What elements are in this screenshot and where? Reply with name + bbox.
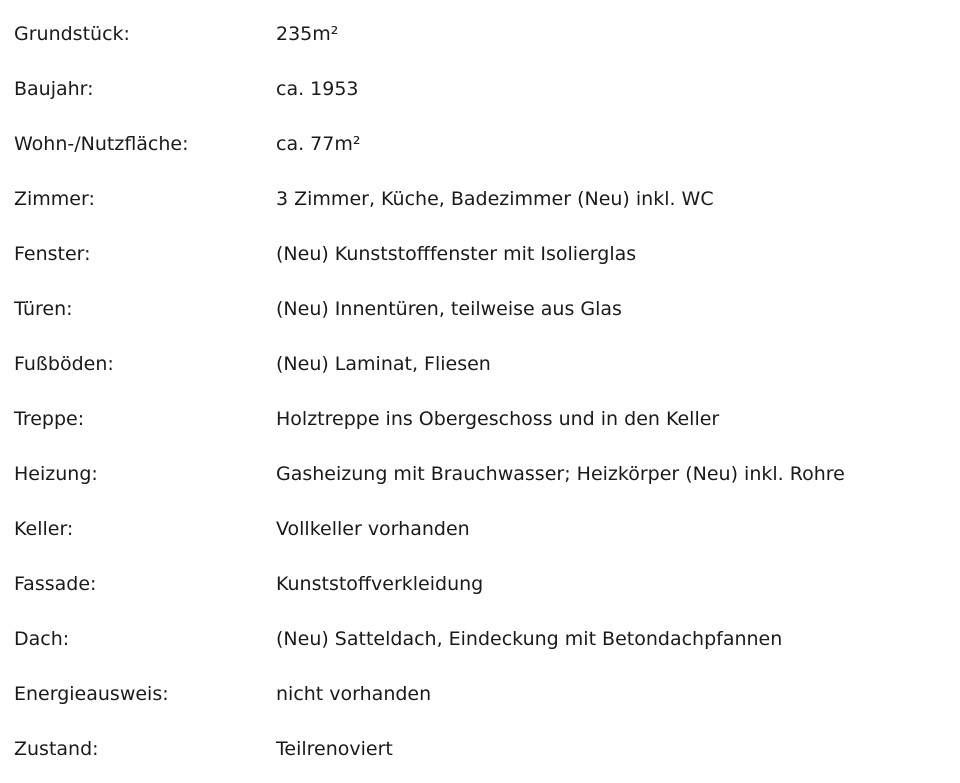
spec-value: Gasheizung mit Brauchwasser; Heizkörper (Neu) inkl. Rohre (276, 462, 845, 485)
spec-row-zimmer (14, 171, 949, 226)
spec-value: Teilrenoviert (276, 737, 393, 760)
spec-row-grundstueck (14, 6, 949, 61)
spec-row-treppe (14, 391, 949, 446)
spec-label: Wohn-/Nutzfläche: (14, 132, 189, 155)
spec-value: Vollkeller vorhanden (276, 517, 470, 540)
spec-value: Holztreppe ins Obergeschoss und in den Keller (276, 407, 720, 430)
spec-label: Energieausweis: (14, 682, 169, 705)
spec-label: Fassade: (14, 572, 97, 595)
spec-row-fassade (14, 556, 949, 611)
spec-label: Fußböden: (14, 352, 114, 375)
spec-row-keller (14, 501, 949, 556)
spec-value: (Neu) Laminat, Fliesen (276, 352, 491, 375)
spec-value: nicht vorhanden (276, 682, 432, 705)
spec-label: Fenster: (14, 242, 91, 265)
spec-row-fenster (14, 226, 949, 281)
spec-label: Türen: (14, 297, 73, 320)
spec-row-wohnflaeche (14, 116, 949, 171)
spec-row-energieausweis (14, 666, 949, 721)
spec-label: Keller: (14, 517, 74, 540)
spec-value: (Neu) Kunststofffenster mit Isolierglas (276, 242, 637, 265)
spec-label: Treppe: (14, 407, 85, 430)
spec-row-baujahr (14, 61, 949, 116)
spec-label: Zimmer: (14, 187, 95, 210)
property-spec-table (14, 6, 949, 776)
spec-value: (Neu) Satteldach, Eindeckung mit Betondachpfannen (276, 627, 783, 650)
spec-label: Baujahr: (14, 77, 94, 100)
spec-row-heizung (14, 446, 949, 501)
spec-label: Grundstück: (14, 22, 130, 45)
spec-value: 3 Zimmer, Küche, Badezimmer (Neu) inkl. WC (276, 187, 714, 210)
spec-label: Zustand: (14, 737, 99, 760)
spec-value: (Neu) Innentüren, teilweise aus Glas (276, 297, 622, 320)
spec-row-fussboeden (14, 336, 949, 391)
spec-row-zustand (14, 721, 949, 776)
spec-value: ca. 1953 (276, 77, 359, 100)
spec-row-dach (14, 611, 949, 666)
spec-value: 235m² (276, 22, 339, 45)
spec-value: Kunststoffverkleidung (276, 572, 484, 595)
spec-label: Dach: (14, 627, 70, 650)
spec-label: Heizung: (14, 462, 98, 485)
spec-row-tueren (14, 281, 949, 336)
spec-value: ca. 77m² (276, 132, 361, 155)
